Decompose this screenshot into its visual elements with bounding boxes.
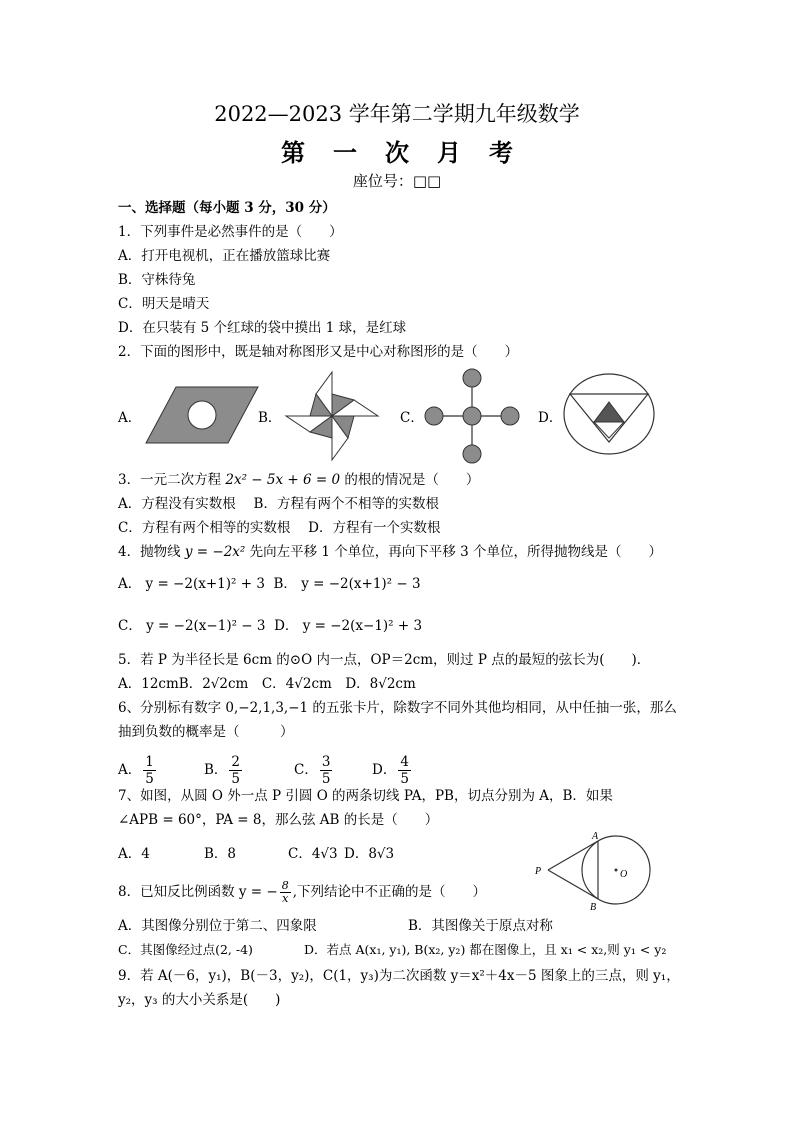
q2-label-d: D．	[538, 410, 563, 426]
q4-options-cd	[118, 616, 422, 636]
tangent-circle-figure	[530, 831, 654, 913]
q4-options-ab	[118, 574, 421, 594]
q6-option-d-den: 5	[400, 771, 409, 787]
q8-option-a: A．其图像分别位于第二、四象限	[118, 918, 317, 934]
q4-option-b: B． y = −2(x+1)² − 3	[273, 576, 421, 592]
q6-option-b-label: B．	[204, 762, 228, 778]
q1-option-d: D．在只装有 5 个红球的袋中摸出 1 球，是红球	[118, 320, 407, 336]
q1-option-a: A．打开电视机，正在播放篮球比赛	[118, 248, 331, 264]
q4-stem	[118, 542, 662, 562]
q6-option-c-den: 5	[321, 771, 331, 787]
q6-option-a-label: A．	[118, 762, 142, 778]
q6-option-b-den: 5	[231, 771, 241, 787]
q4-stem-post: 先向左平移 1 个单位，再向下平移 3 个单位，所得抛物线是（ ）	[245, 544, 662, 560]
q4-stem-pre: 4．抛物线	[118, 544, 185, 560]
fig-label-o: O	[620, 869, 628, 880]
q1-option-c: C．明天是晴天	[118, 296, 210, 312]
q2-stem: 2．下面的图形中，既是轴对称图形又是中心对称图形的是（ ）	[118, 344, 519, 360]
q8-stem	[118, 880, 486, 908]
fig-label-b: B	[590, 902, 597, 913]
q2-label-a: A．	[118, 410, 142, 426]
q1-option-b: B．守株待兔	[118, 272, 196, 288]
q4-function: y = −2x²	[184, 544, 246, 560]
q6-stem-line1: 6、分别标有数字 0,−2,1,3,−1 的五张卡片，除数字不同外其他均相同，从中任抽一张，那么	[118, 700, 677, 716]
q7-option-c: C．4√3	[288, 846, 338, 862]
q8-option-d: D．若点 A(x₁, y₁), B(x₂, y₂) 都在图像上，且 x₁ < x₂,则 y₁ < y₂	[304, 942, 667, 957]
q7-option-d: D．8√3	[344, 846, 395, 862]
q8-options-cd	[118, 940, 667, 960]
q7-option-b: B．8	[204, 846, 237, 862]
cross-circles-figure	[424, 368, 520, 464]
q6-option-b-num: 2	[231, 754, 241, 770]
q4-option-d: D． y = −2(x−1)² + 3	[274, 618, 423, 634]
q8-option-c: C．其图像经过点(2, -4)	[118, 942, 253, 957]
q6-option-c-num: 3	[321, 754, 331, 770]
q6-option-d-label: D．	[372, 762, 397, 778]
section-heading: 一、选择题（每小题 3 分，30 分）	[118, 200, 336, 216]
q9-stem-line2: y₂，y₃ 的大小关系是( )	[118, 992, 281, 1008]
q9-stem-line1: 9．若 A(－6，y₁)，B(－3，y₂)，C(1，y₃)为二次函数 y＝x²＋4x－5 图象上的三点，则 y₁，	[118, 968, 680, 984]
parallelogram-figure	[146, 385, 260, 445]
q7-stem-line2: ∠APB = 60°，PA = 8，那么弦 AB 的长是（ ）	[118, 812, 439, 828]
q3-stem-pre: 3．一元二次方程	[118, 472, 226, 488]
q7-stem-line1: 7、如图，从圆 O 外一点 P 引圆 O 的两条切线 PA，PB，切点分别为 A，B．如果	[118, 788, 613, 804]
q3-options-ab: A．方程没有实数根 B．方程有两个不相等的实数根	[118, 496, 439, 512]
exam-subtitle: 第一次月考	[281, 138, 541, 167]
q6-option-c	[294, 754, 334, 787]
pinwheel-figure	[282, 370, 382, 462]
q7-option-a: A．4	[118, 846, 150, 862]
q8-frac-den: x	[282, 892, 289, 905]
q3-stem	[118, 470, 479, 490]
q6-option-a-den: 5	[145, 771, 154, 787]
q6-option-b	[204, 754, 244, 787]
q8-options-ab	[118, 916, 553, 936]
q6-option-d-num: 4	[400, 754, 409, 770]
q8-frac-num: 8	[281, 879, 289, 892]
q6-option-a	[118, 754, 158, 787]
fig-label-a: A	[592, 831, 599, 842]
triangle-in-circle-figure	[562, 372, 656, 456]
q8-option-b: B．其图像关于原点对称	[408, 918, 553, 934]
exam-title: 2022—2023 学年第二学期九年级数学	[214, 102, 580, 126]
q3-stem-post: 的根的情况是（ ）	[340, 472, 480, 488]
q6-stem-line2: 抽到负数的概率是（ ）	[118, 724, 294, 740]
q4-option-a: A． y = −2(x+1)² + 3	[118, 576, 265, 592]
q3-equation: 2x² − 5x + 6 = 0	[225, 472, 341, 488]
q6-option-c-label: C．	[294, 762, 318, 778]
q6-option-a-num: 1	[145, 754, 154, 770]
q2-label-c: C．	[400, 410, 424, 426]
q4-option-c: C． y = −2(x−1)² − 3	[118, 618, 266, 634]
q6-option-d	[372, 754, 413, 787]
q2-label-b: B．	[258, 410, 282, 426]
q5-stem: 5．若 P 为半径长是 6cm 的⊙O 内一点，OP＝2cm，则过 P 点的最短的弦长为( )．	[118, 652, 651, 668]
q5-options: A．12cmB．2√2cm C．4√2cm D．8√2cm	[118, 676, 416, 692]
seat-number: 座位号：□□	[352, 172, 442, 190]
q8-stem-post: ,下列结论中不正确的是（ ）	[292, 884, 487, 900]
q1-stem: 1．下列事件是必然事件的是（ ）	[118, 224, 343, 240]
fig-label-p: P	[535, 866, 542, 877]
q3-options-cd: C．方程有两个相等的实数根 D．方程有一个实数根	[118, 520, 441, 536]
q8-stem-pre: 8．已知反比例函数 y = −	[118, 884, 278, 900]
